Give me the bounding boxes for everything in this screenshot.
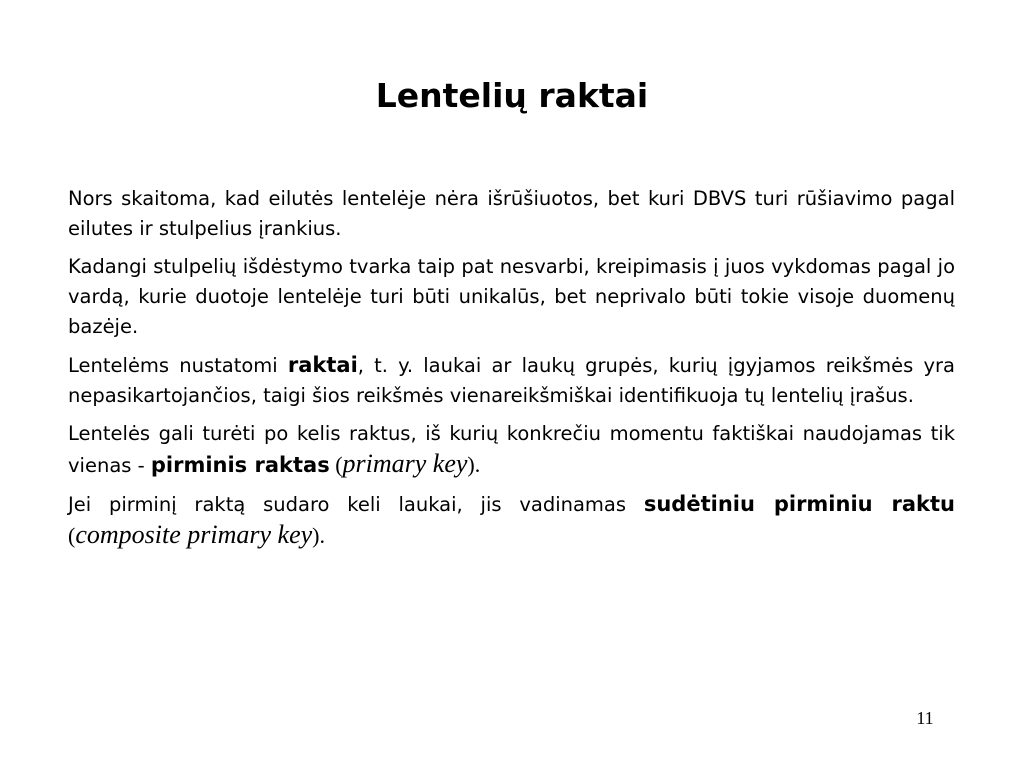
slide-body — [68, 184, 955, 560]
text-run: Jei pirminį raktą sudaro keli laukai, jis vadinamas — [68, 493, 644, 516]
slide-title: Lentelių raktai — [375, 76, 649, 115]
bold-term-composite-key: sudėtiniu pirminiu raktu — [643, 492, 956, 516]
paragraph-primary-key — [68, 419, 955, 481]
italic-term-composite-key: composite primary key — [75, 520, 313, 549]
text-run: Lentelės gali turėti po kelis raktus, iš kurių konkrečiu momentu faktiškai naudojamas tik vienas - — [68, 422, 955, 477]
paren-open: ( — [68, 523, 76, 548]
paragraph-composite-key — [68, 489, 955, 552]
page-number: 11 — [916, 708, 934, 728]
italic-term-primary-key: primary key — [342, 449, 468, 478]
paren-close: ). — [312, 523, 325, 548]
bold-term-primary-key: pirminis raktas — [150, 453, 330, 477]
paren-open: ( — [329, 452, 343, 477]
text-run: , t. y. laukai ar laukų grupės, kurių įgyjamos reikšmės yra nepasikartojančios, taigi šios reikšmės vienareikšmiškai identifikuoja tų lentelių įrašus. — [68, 354, 955, 407]
paragraph-keys-definition — [68, 350, 955, 411]
paragraph-column-order: Kadangi stulpelių išdėstymo tvarka taip pat nesvarbi, kreipimasis į juos vykdomas pagal jo vardą, kurie duotoje lentelėje turi būti unikalūs, bet neprivalo būti tokie visoje duomenų bazėje. — [68, 255, 955, 338]
paren-close: ). — [467, 452, 481, 477]
paragraph-sorting: Nors skaitoma, kad eilutės lentelėje nėra išrūšiuotos, bet kuri DBVS turi rūšiavimo pagal eilutes ir stulpelius įrankius. — [68, 187, 955, 240]
text-run: Lentelėms nustatomi — [68, 354, 288, 377]
bold-term-raktai: raktai — [287, 353, 358, 377]
